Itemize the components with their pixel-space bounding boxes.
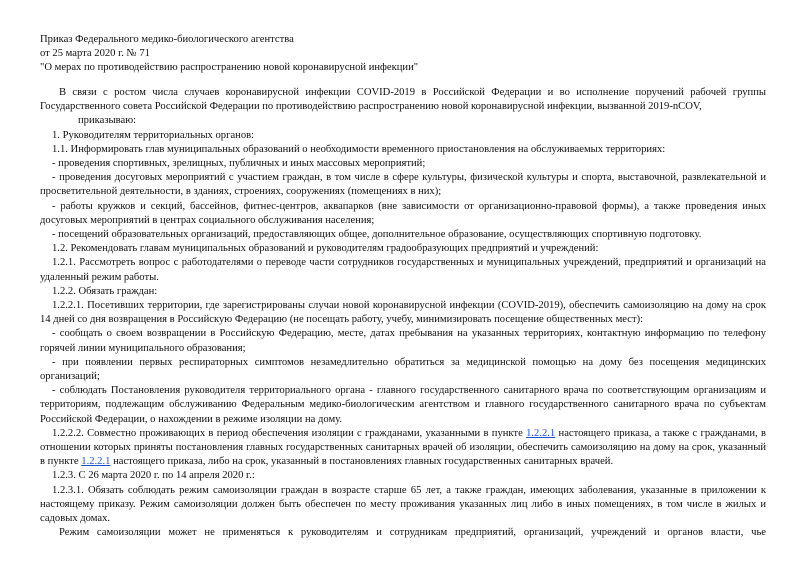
paragraph-prikazyvayu: приказываю:	[78, 115, 137, 127]
paragraph-1-1-c: - работы кружков и секций, бассейнов, фитнес-центров, аквапарков (вне зависимости от организационно-правовой формы), а также проведения иных досуговых мероприятий в центрах социального обслуживания населения;	[40, 200, 766, 226]
paragraph-1-2: 1.2. Рекомендовать главам муниципальных образований и руководителям градообразующих предприятий и учреждений:	[52, 243, 599, 255]
paragraph-1-1-a: - проведения спортивных, зрелищных, публичных и иных массовых мероприятий;	[52, 158, 426, 170]
paragraph-1-2-2-1-a: - сообщать о своем возвращении в Российскую Федерацию, месте, датах пребывания на указанных территориях, контактную информацию по телефону горячей линии муниципального образования;	[40, 328, 766, 354]
paragraph-1-2-2-2-text-2: настоящего приказа, а также с гражданами, в отношении которых приняты постановления главных государственных санитарных врачей об изоляции, обеспечить самоизоляцию на дому на срок, указанный в пункте	[40, 427, 766, 468]
order-date-number: от 25 марта 2020 г. № 71	[40, 48, 150, 60]
order-title: "О мерах по противодействию распространению новой коронавирусной инфекции"	[40, 62, 419, 74]
link-clause-1-2-2-1[interactable]: 1.2.2.1	[526, 427, 556, 439]
paragraph-intro: В связи с ростом числа случаев коронавирусной инфекции COVID-2019 в Российской Федерации и во исполнение поручений рабочей группы Государственного совета Российской Федерации по противодействию распространению новой коронавирусной инфекции, вызванной 2019-nCOV,	[40, 87, 766, 113]
paragraph-1-2-3: 1.2.3. С 26 марта 2020 г. по 14 апреля 2020 г.:	[52, 470, 255, 482]
paragraph-1-2-2-1-c: - соблюдать Постановления руководителя территориального органа - главного государственного санитарного врача по соответствующим организациям и территориям, подлежащим обслуживанию Федеральным медико-биологическим агентством и главного государственного санитарного врача по субъектам Российской Федерации, о нахождении в режиме изоляции на дому.	[40, 385, 766, 425]
paragraph-1-1: 1.1. Информировать глав муниципальных образований о необходимости временного приостановления на обслуживаемых территориях:	[52, 143, 666, 155]
order-issuer: Приказ Федерального медико-биологического агентства	[40, 34, 294, 45]
paragraph-1-2-2: 1.2.2. Обязать граждан:	[52, 285, 158, 297]
paragraph-1-2-2-2-text-3: настоящего приказа, либо на срок, указанный в постановлениях главных государственных санитарных врачей.	[110, 456, 614, 468]
paragraph-1-2-2-2-text-1: 1.2.2.2. Совместно проживающих в период обеспечения изоляции с гражданами, указанными в пункте	[52, 427, 527, 439]
paragraph-1-2-2-1: 1.2.2.1. Посетивших территории, где зарегистрированы случаи новой коронавирусной инфекции (COVID-2019), обеспечить самоизоляцию на дому на срок 14 дней со дня возвращения в Российскую Федерацию (не посещать работу, учебу, минимизировать посещение общественных мест):	[40, 300, 766, 326]
paragraph-self-isolation-exemption: Режим самоизоляции может не применяться к руководителям и сотрудникам предприятий, организаций, учреждений и органов власти, чье	[59, 527, 766, 539]
link-clause-1-2-2-1-second[interactable]: 1.2.2.1	[81, 456, 111, 468]
paragraph-1: 1. Руководителям территориальных органов:	[52, 129, 255, 141]
paragraph-1-2-2-2	[40, 427, 766, 470]
paragraph-1-2-1: 1.2.1. Рассмотреть вопрос с работодателями о переводе части сотрудников государственных и муниципальных учреждений, предприятий и организаций на удаленный режим работы.	[40, 257, 766, 283]
paragraph-1-1-b: - проведения досуговых мероприятий с участием граждан, в том числе в сфере культуры, физической культуры и спорта, выставочной, развлекательной и просветительной деятельности, в зданиях, строениях, сооружениях (помещениях в них);	[40, 172, 766, 198]
paragraph-1-1-d: - посещений образовательных организаций, предоставляющих общее, дополнительное образование, осуществляющих спортивную подготовку.	[52, 229, 702, 241]
document-header	[40, 33, 760, 76]
document-body	[40, 86, 766, 541]
paragraph-1-2-3-1: 1.2.3.1. Обязать соблюдать режим самоизоляции граждан в возрасте старше 65 лет, а также граждан, имеющих заболевания, указанные в приложении к настоящему приказу. Режим самоизоляции должен быть обеспечен по месту проживания указанных лиц либо в иных помещениях, в том числе в жилых и садовых домах.	[40, 484, 766, 525]
paragraph-1-2-2-1-b: - при появлении первых респираторных симптомов незамедлительно обратиться за медицинской помощью на дому без посещения медицинских организаций;	[40, 356, 766, 383]
